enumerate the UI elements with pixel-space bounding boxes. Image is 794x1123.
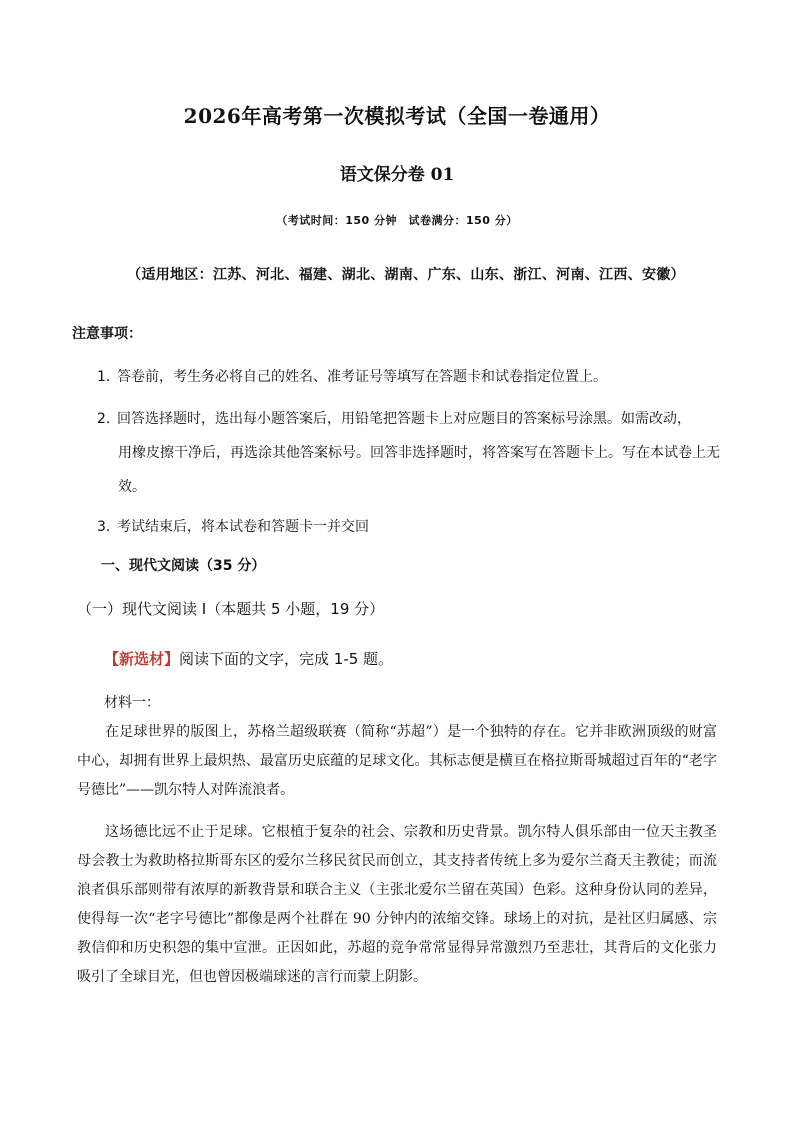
new-material-tag: 【新选材】 [104,650,180,668]
note-text: 答卷前，考生务必将自己的姓名、准考证号等填写在答题卡和试卷指定位置上。 [117,369,607,385]
note-number: 1． [97,369,120,385]
notes-heading: 注意事项： [72,326,142,342]
note-item-3 [97,510,727,544]
note-item-2 [97,402,727,504]
exam-info: （考试时间：150 分钟 试卷满分：150 分） [276,214,518,227]
note-item-1 [97,360,727,394]
subsection-heading: （一）现代文阅读 I（本题共 5 小题，19 分） [77,600,385,618]
section-heading: 一、现代文阅读（35 分） [101,558,266,574]
note-number: 2． [97,411,120,427]
material-paragraph-1: 在足球世界的版图上，苏格兰超级联赛（简称“苏超”）是一个独特的存在。它并非欧洲顶级的财富中心，却拥有世界上最炽热、最富历史底蕴的足球文化。其标志便是横亘在格拉斯哥城超过百年的“老字号德比”——凯尔特人对阵流浪者。 [77,724,717,798]
applicable-regions: （适用地区：江苏、河北、福建、湖北、湖南、广东、山东、浙江、河南、江西、安徽） [127,267,685,283]
instruction-text: 阅读下面的文字，完成 1-5 题。 [179,650,394,668]
material-label: 材料一： [104,695,160,711]
exam-title: 2026年高考第一次模拟考试（全国一卷通用） [183,104,611,128]
note-text-continued: 用橡皮擦干净后，再选涂其他答案标号。回答非选择题时，将答案写在答题卡上。写在本试卷上无效。 [118,445,720,495]
note-number: 3． [97,519,120,535]
exam-subtitle: 语文保分卷 01 [339,165,455,185]
material-paragraph-2: 这场德比远不止于足球。它根植于复杂的社会、宗教和历史背景。凯尔特人俱乐部由一位天主教圣母会教士为救助格拉斯哥东区的爱尔兰移民贫民而创立，其支持者传统上多为爱尔兰裔天主教徒；而流浪者俱乐部则带有浓厚的新教背景和联合主义（主张北爱尔兰留在英国）色彩。这种身份认同的差异，使得每一次“老字号德比”都像是两个社群在 90 分钟内的浓缩交锋。球场上的对抗，是社区归属感、宗教信仰和历史积怨的集中宣泄。正因如此，苏超的竞争常常显得异常激烈乃至悲壮，其背后的文化张力吸引了全球目光，但也曾因极端球迷的言行而蒙上阴影。 [77,824,717,985]
note-text: 回答选择题时，选出每小题答案后，用铅笔把答题卡上对应题目的答案标号涂黑。如需改动， [117,411,691,427]
note-text: 考试结束后，将本试卷和答题卡一并交回 [117,519,369,535]
reading-instruction [104,648,393,669]
